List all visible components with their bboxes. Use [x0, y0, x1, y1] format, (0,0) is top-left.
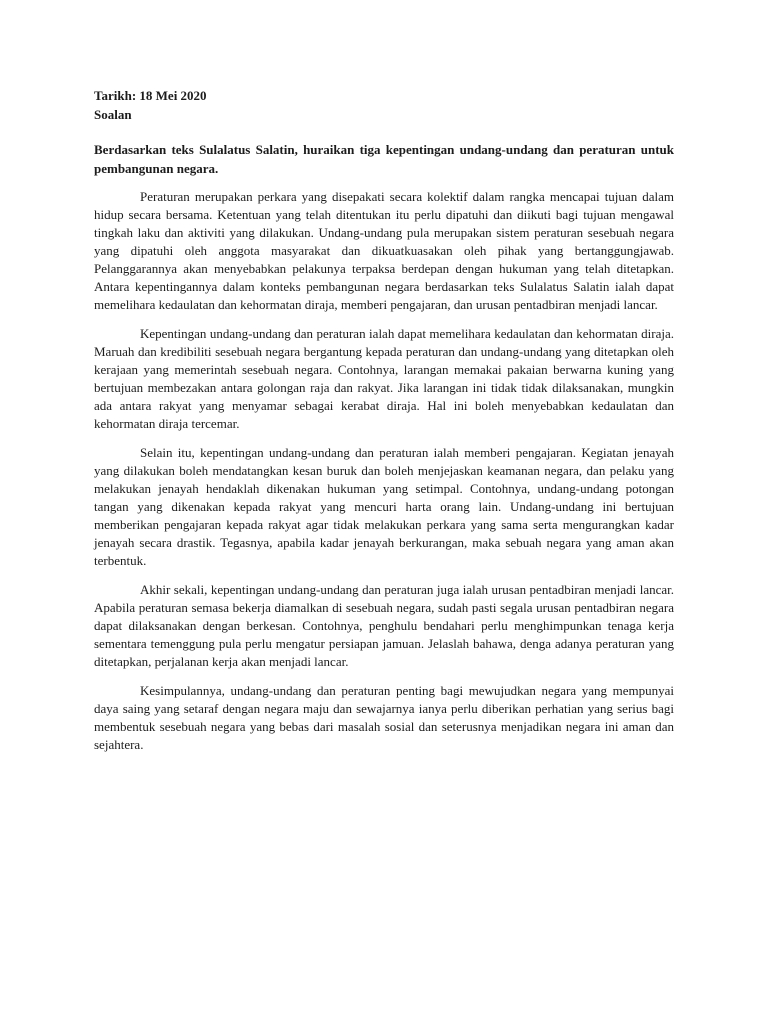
question-text: Berdasarkan teks Sulalatus Salatin, huraikan tiga kepentingan undang-undang dan peraturan untuk pembangunan negara. [94, 142, 674, 176]
document-date: Tarikh: 18 Mei 2020 [94, 88, 207, 103]
paragraph-introduction: Peraturan merupakan perkara yang disepakati secara kolektif dalam rangka mencapai tujuan dalam hidup secara bersama. Ketentuan yang telah ditentukan itu perlu dipatuhi dan diikuti bagi tujuan mengawal tingkah laku dan aktiviti yang dilakukan. Undang-undang pula merupakan sistem peraturan sesebuah negara yang dipatuhi oleh anggota masyarakat dan dikuatkuasakan oleh pihak yang bertanggungjawab. Pelanggarannya akan menyebabkan pelakunya terpaksa berdepan dengan hukuman yang telah ditetapkan. Antara kepentingannya dalam konteks pembangunan negara berdasarkan teks Sulalatus Salatin ialah dapat memelihara kedaulatan dan kehormatan diraja, memberi pengajaran, dan urusan pentadbiran menjadi lancar. [94, 189, 674, 312]
paragraph-conclusion: Kesimpulannya, undang-undang dan peraturan penting bagi mewujudkan negara yang mempunyai daya saing yang setaraf dengan negara maju dan sewajarnya ianya perlu diberikan perhatian yang serius bagi membentuk sesebuah negara yang bebas dari masalah sosial dan seterusnya menjadikan negara ini aman dan sejahtera. [94, 683, 674, 752]
paragraph-point-two: Selain itu, kepentingan undang-undang dan peraturan ialah memberi pengajaran. Kegiatan jenayah yang dilakukan boleh mendatangkan kesan buruk dan boleh menjejaskan keamanan negara, dan pelaku yang melakukan jenayah hendaklah dikenakan hukuman yang setimpal. Contohnya, undang-undang potongan tangan yang dikenakan kepada rakyat yang mencuri harta orang lain. Undang-undang ini bertujuan memberikan pengajaran kepada rakyat agar tidak melakukan perkara yang sama serta mengurangkan kadar jenayah secara drastik. Tegasnya, apabila kadar jenayah berkurangan, maka sebuah negara yang aman akan terbentuk. [94, 445, 674, 568]
paragraph-point-one: Kepentingan undang-undang dan peraturan ialah dapat memelihara kedaulatan dan kehormatan diraja. Maruah dan kredibiliti sesebuah negara bergantung kepada peraturan dan undang-undang yang ditetapkan oleh kerajaan yang memerintah sesebuah negara. Contohnya, larangan memakai pakaian berwarna kuning yang bertujuan membezakan antara golongan raja dan rakyat. Jika larangan ini tidak tidak dilaksanakan, mungkin ada antara rakyat yang menyamar sebagai kerabat diraja. Hal ini boleh menyebabkan kedaulatan dan kehormatan diraja tercemar. [94, 326, 674, 431]
document-section-label: Soalan [94, 107, 132, 122]
paragraph-point-three: Akhir sekali, kepentingan undang-undang dan peraturan juga ialah urusan pentadbiran menjadi lancar. Apabila peraturan semasa bekerja diamalkan di sesebuah negara, sudah pasti segala urusan pentadbiran negara dapat dilaksanakan dengan berkesan. Contohnya, penghulu bendahari perlu menghimpunkan tenaga kerja sementara temenggung pula perlu mengatur persiapan jamuan. Jelaslah bahawa, denga adanya peraturan yang ditetapkan, perjalanan kerja akan menjadi lancar. [94, 582, 674, 669]
